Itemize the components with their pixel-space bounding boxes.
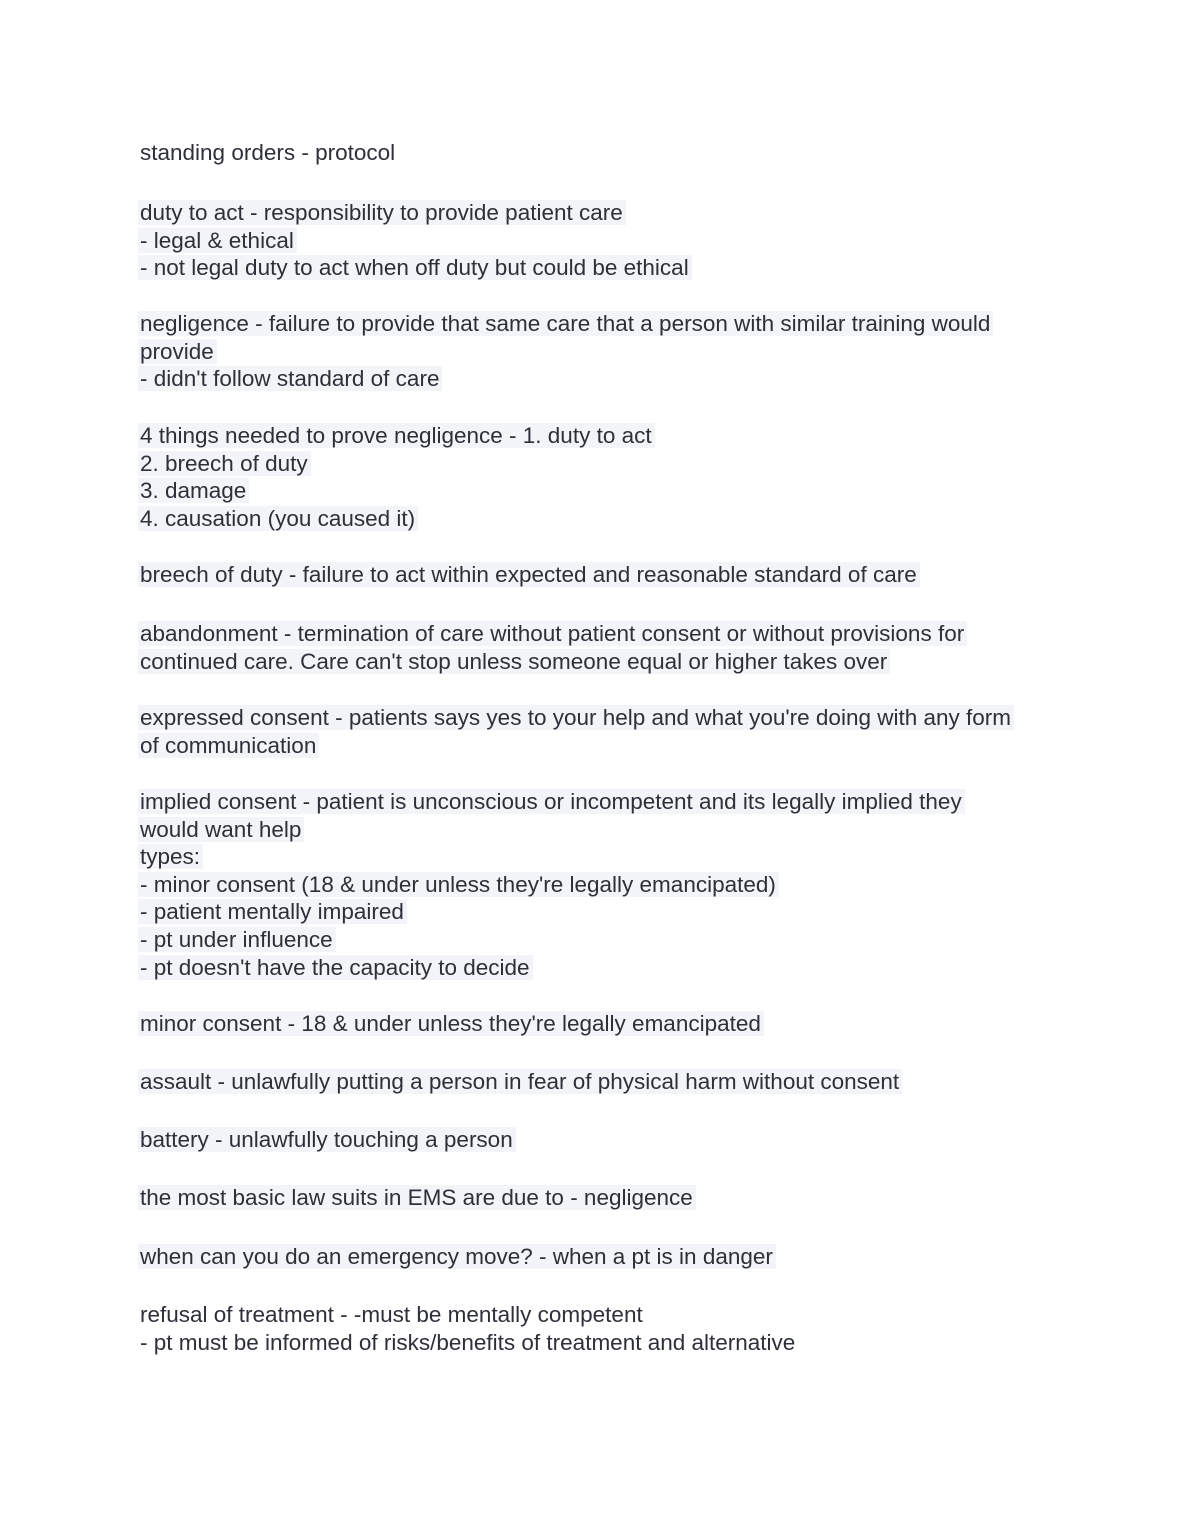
- flashcard-entry: [138, 1068, 1058, 1096]
- flashcard-entry: [138, 310, 1058, 393]
- entry-text-line: 4. causation (you caused it): [138, 506, 418, 531]
- flashcard-entry: [138, 1301, 1058, 1356]
- entry-text-line: refusal of treatment - -must be mentally competent: [140, 1302, 643, 1327]
- entry-text-line: of communication: [138, 733, 319, 758]
- entry-text-line: when can you do an emergency move? - when a pt is in danger: [138, 1244, 776, 1269]
- entry-text-line: would want help: [138, 817, 304, 842]
- entry-text-line: - not legal duty to act when off duty but could be ethical: [138, 255, 692, 280]
- entry-text-line: - pt must be informed of risks/benefits of treatment and alternative: [140, 1329, 796, 1355]
- entry-text-line: negligence - failure to provide that same care that a person with similar training would: [138, 311, 993, 336]
- flashcard-entry: [138, 1126, 1058, 1154]
- flashcard-entry: [138, 422, 1058, 532]
- entry-text-line: - minor consent (18 & under unless they're legally emancipated): [138, 872, 779, 897]
- flashcard-entry: [138, 1010, 1058, 1038]
- entry-text-line: types:: [138, 844, 203, 869]
- entry-text-line: assault - unlawfully putting a person in fear of physical harm without consent: [138, 1069, 902, 1094]
- entry-text-line: - patient mentally impaired: [138, 899, 407, 924]
- flashcard-entry: [138, 620, 1058, 675]
- flashcard-entry: [138, 788, 1058, 981]
- entry-text-line: - pt doesn't have the capacity to decide: [138, 955, 533, 980]
- flashcard-entry: [138, 1184, 1058, 1212]
- entry-text-line: 4 things needed to prove negligence - 1. duty to act: [138, 423, 655, 448]
- entry-text-line: standing orders - protocol: [140, 140, 396, 165]
- entry-text-line: 2. breech of duty: [138, 451, 311, 476]
- entry-text-line: duty to act - responsibility to provide patient care: [138, 200, 626, 225]
- entry-text-line: the most basic law suits in EMS are due to - negligence: [138, 1185, 696, 1210]
- entry-text-line: continued care. Care can't stop unless someone equal or higher takes over: [138, 649, 890, 674]
- entry-text-line: - legal & ethical: [138, 228, 297, 253]
- flashcard-entry: [138, 704, 1058, 759]
- entry-text-line: breech of duty - failure to act within expected and reasonable standard of care: [138, 562, 920, 587]
- flashcard-entry: [138, 139, 1058, 167]
- entry-text-line: provide: [138, 339, 217, 364]
- entry-text-line: abandonment - termination of care without patient consent or without provisions for: [138, 621, 967, 646]
- entry-text-line: 3. damage: [138, 478, 249, 503]
- entry-text-line: minor consent - 18 & under unless they're legally emancipated: [138, 1011, 764, 1036]
- flashcard-entry: [138, 561, 1058, 589]
- entry-text-line: implied consent - patient is unconscious or incompetent and its legally implied they: [138, 789, 965, 814]
- entry-text-line: expressed consent - patients says yes to your help and what you're doing with any form: [138, 705, 1014, 730]
- entry-text-line: - didn't follow standard of care: [138, 366, 442, 391]
- flashcard-entry: [138, 199, 1058, 282]
- entry-text-line: battery - unlawfully touching a person: [138, 1127, 516, 1152]
- entry-text-line: - pt under influence: [138, 927, 336, 952]
- flashcard-entry: [138, 1243, 1058, 1271]
